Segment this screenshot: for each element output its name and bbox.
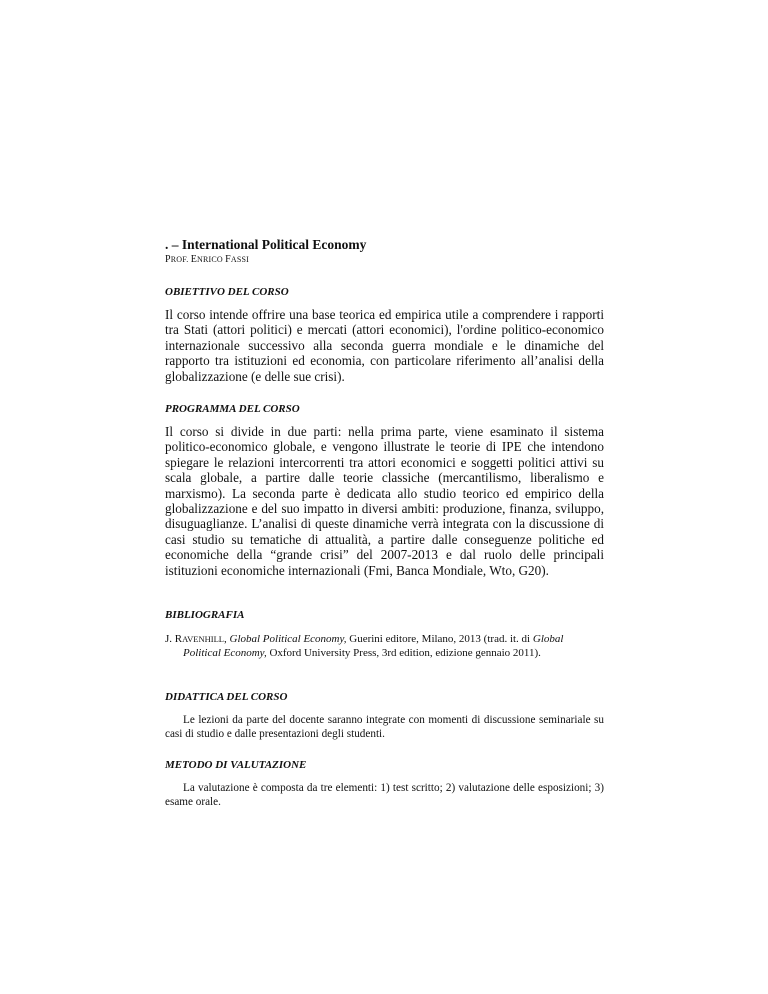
prof-rest: ROF. <box>170 255 191 264</box>
bib-comma: , <box>224 633 230 646</box>
prof-first-initial: E <box>190 254 197 265</box>
didattica-text: Le lezioni da parte del docente saranno integrate con momenti di discussione seminariale su casi di studio e dalle presentazioni degli studenti. <box>165 714 604 741</box>
bib-author-rest: AVENHILL <box>182 634 224 645</box>
bib-publisher: Guerini editore, Milano, 2013 (trad. it. di <box>346 633 533 646</box>
prof-last-initial: F <box>225 254 231 265</box>
valutazione-heading: METODO DI VALUTAZIONE <box>165 759 307 772</box>
prof-first-rest: NRICO <box>197 255 226 264</box>
bib-orig-title: Global Political Economy, <box>183 633 564 660</box>
programma-heading: PROGRAMMA DEL CORSO <box>165 403 300 416</box>
prof-prefix: P <box>165 254 171 265</box>
valutazione-text: La valutazione è composta da tre elementi: 1) test scritto; 2) valutazione delle esposizioni; 3) esame orale. <box>165 782 604 809</box>
bib-orig-publisher: Oxford University Press, 3rd edition, edizione gennaio 2011). <box>266 647 541 660</box>
bib-author-initial: J. R <box>165 633 183 646</box>
bibliography-entry <box>165 632 604 660</box>
obiettivo-text: Il corso intende offrire una base teorica ed empirica utile a comprendere i rapporti tra Stati (attori politici) e mercati (attori economici), l'ordine politico-economico internazionale successivo alla seconda guerra mondiale e le dinamiche del rapporto tra istituzioni ed economia, con particolare riferimento all’analisi della globalizzazione (e delle sue crisi). <box>165 307 604 384</box>
course-page <box>165 236 604 809</box>
bibliografia-heading: BIBLIOGRAFIA <box>165 609 245 622</box>
obiettivo-heading: OBIETTIVO DEL CORSO <box>165 286 289 298</box>
course-title: . – International Political Economy <box>165 237 367 252</box>
professor-name <box>165 254 604 265</box>
programma-text: Il corso si divide in due parti: nella prima parte, viene esaminato il sistema politico-economico globale, e vengono illustrate le teorie di IPE che intendono spiegare le relazioni intercorrenti tra attori economici e soggetti politici attivi su scala globale, a partire dalle teorie classiche (mercantilismo, liberalismo e marxismo). La seconda parte è dedicata allo studio teorico ed empirico della globalizzazione e del suo impatto in diversi ambiti: produzione, finanza, sviluppo, disuguaglianze. L’analisi di queste dinamiche verrà integrata con la discussione di casi studio su tematiche di attualità, a partire dalle conseguenze politiche ed economiche della “grande crisi” del 2007-2013 e dal ruolo delle principali istituzioni economiche internazionali (Fmi, Banca Mondiale, Wto, G20). <box>165 424 604 578</box>
prof-last-rest: ASSI <box>230 255 249 264</box>
didattica-heading: DIDATTICA DEL CORSO <box>165 691 288 704</box>
bib-title: Global Political Economy, <box>229 633 347 646</box>
